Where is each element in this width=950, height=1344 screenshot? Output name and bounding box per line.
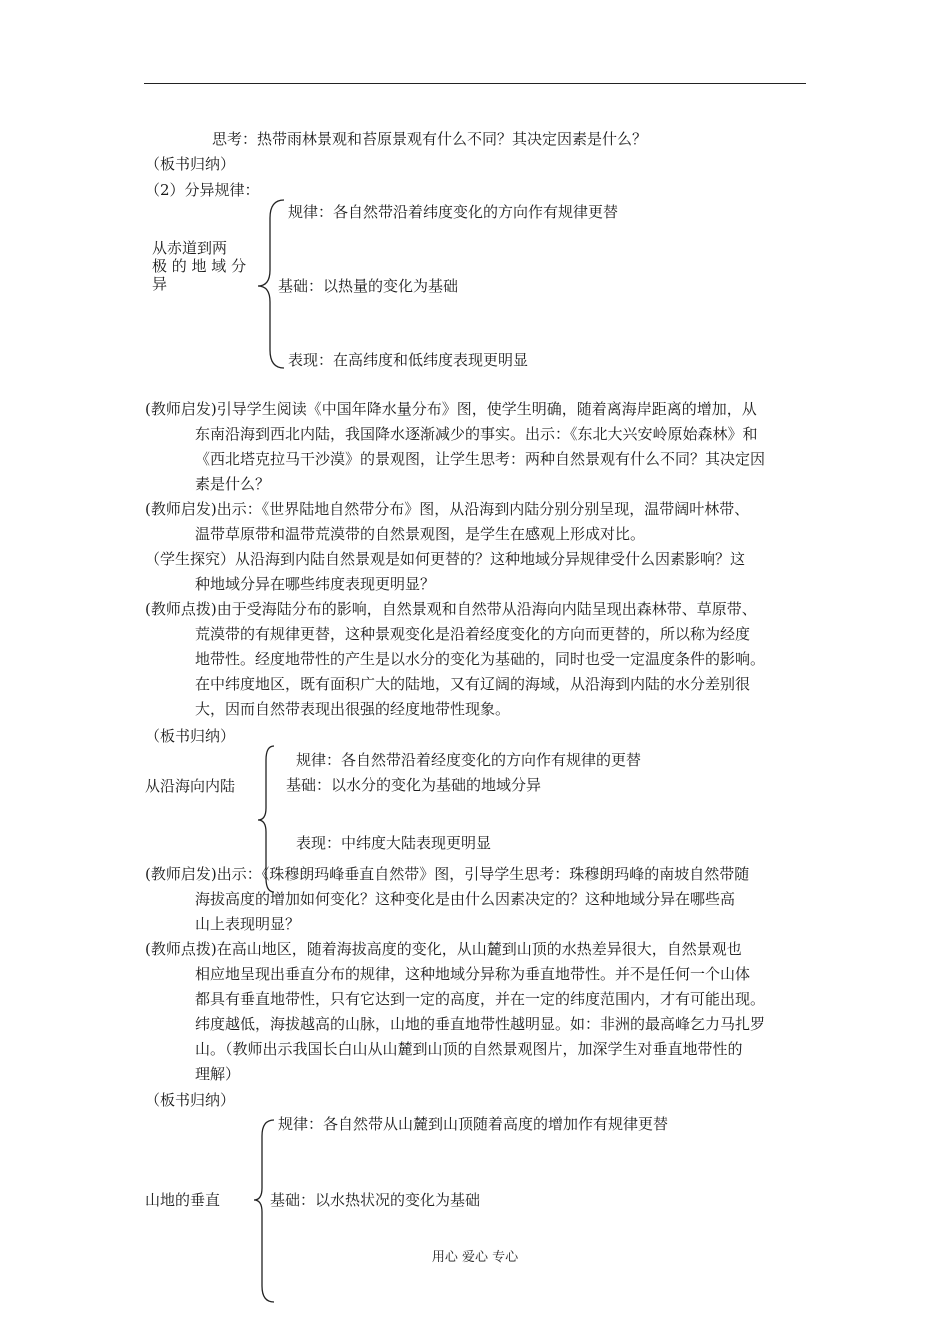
tree-label: 山地的垂直: [145, 1191, 221, 1209]
board-summary-tag: （板书归纳）: [145, 1091, 236, 1109]
tree-rule: 规律：各自然带沿着经度变化的方向作有规律的更替: [296, 751, 642, 769]
tree-rule: 规律：各自然带沿着纬度变化的方向作有规律更替: [288, 203, 619, 221]
tree-label-line: 极 的 地 域 分: [152, 257, 247, 275]
tree-basis: 基础：以热量的变化为基础: [278, 277, 459, 295]
paragraph: （学生探究）从沿海到内陆自然景观是如何更替的？这种地域分异规律受什么因素影响？这 种地域分异在哪些纬度表现更明显？: [145, 550, 746, 593]
board-summary-tag: （板书归纳）: [145, 727, 236, 745]
tree-label-line: 异: [152, 275, 168, 293]
tree-expression: 表现：在高纬度和低纬度表现更明显: [288, 351, 529, 369]
paragraph: (教师点拨)由于受海陆分布的影响，自然景观和自然带从沿海向内陆呈现出森林带、草原带、 荒漠带的有规律更替，这种景观变化是沿着经度变化的方向而更替的，所以称为经度 地带性。经度地带性的产生是以水分的变化为基础的，同时也受一定温度条件的影响。 在中纬度地区，既有面积广大的陆地，又有辽阔的海域，从沿海到内陆的水分差别很 大，因而自然带表现出很强的经度地带性现象。: [145, 600, 766, 718]
tree-rule: 规律：各自然带从山麓到山顶随着高度的增加作有规律更替: [278, 1115, 669, 1133]
paragraph: (教师点拨)在高山地区，随着海拔高度的变化，从山麓到山顶的水热差异很大，自然景观也 相应地呈现出垂直分布的规律，这种地域分异称为垂直地带性。并不是任何一个山体 都具有垂直地带性，只有它达到一定的高度，并在一定的纬度范围内，才有可能出现。 纬度越低，海拔越高的山脉，山地的垂直地带性越明显。如：非洲的最高峰乞力马扎罗 山。（教师出示我国长白山从山麓到山顶的自然景观图片，加深学生对垂直地带性的 理解）: [145, 940, 766, 1083]
tree-basis: 基础：以水热状况的变化为基础: [270, 1191, 481, 1209]
paragraph: (教师启发)引导学生阅读《中国年降水量分布》图，使学生明确，随着离海岸距离的增加，从 东南沿海到西北内陆，我国降水逐渐减少的事实。出示：《东北大兴安岭原始森林》和 《西北塔克拉马干沙漠》的景观图，让学生思考：两种自然景观有什么不同？其决定因 素是什么？: [145, 400, 766, 493]
tree-basis: 基础：以水分的变化为基础的地域分异: [286, 776, 542, 794]
page-footer: 用心 爱心 专心: [431, 1250, 519, 1265]
tree-label-line: 从赤道到两: [152, 239, 228, 257]
paragraph: (教师启发)出示：《珠穆朗玛峰垂直自然带》图，引导学生思考：珠穆朗玛峰的南坡自然带随 海拔高度的增加如何变化？这种变化是由什么因素决定的？这种地域分异在哪些高 山上表现明显？: [145, 865, 750, 933]
paragraph: (教师启发)出示：《世界陆地自然带分布》图，从沿海到内陆分别分别呈现，温带阔叶林带、 温带草原带和温带荒漠带的自然景观图，是学生在感观上形成对比。: [145, 500, 750, 543]
law-heading: （2）分异规律：: [145, 181, 260, 199]
board-summary-tag: （板书归纳）: [145, 155, 236, 173]
tree-label: 从沿海向内陆: [145, 777, 236, 795]
tree-expression: 表现：中纬度大陆表现更明显: [296, 834, 492, 852]
brace-icon: [250, 1118, 280, 1304]
header-rule: [144, 83, 806, 84]
think-question: 思考：热带雨林景观和苔原景观有什么不同？其决定因素是什么？: [212, 130, 648, 148]
